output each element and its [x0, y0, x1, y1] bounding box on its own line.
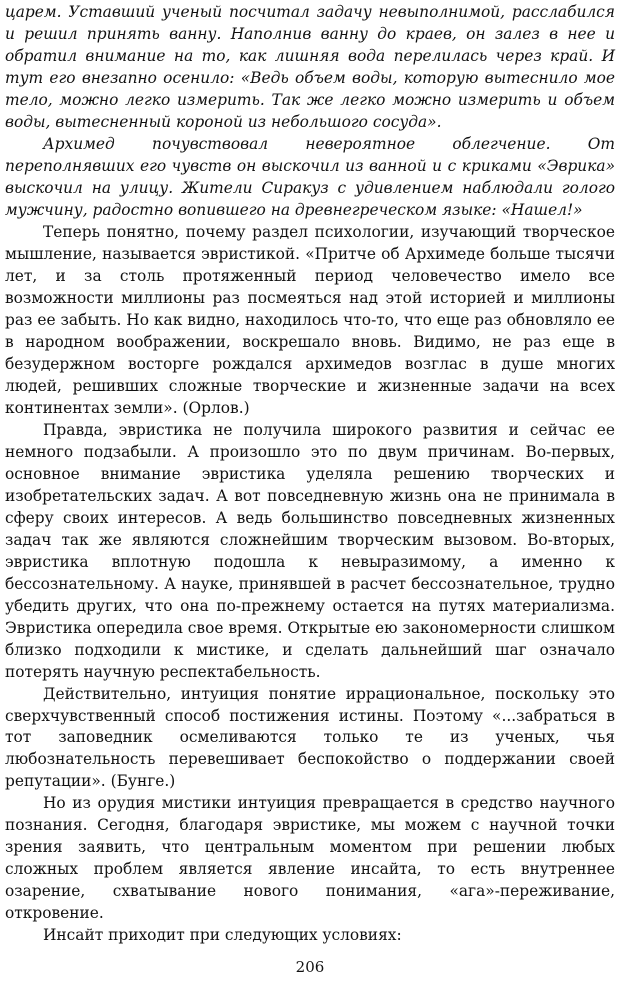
text-body	[5, 2, 615, 947]
paragraph-insight-conditions: Инсайт приходит при следующих условиях:	[43, 926, 402, 945]
paragraph-eureka: Архимед почувствовал невероятное облегчение. От переполнявших его чувств он выскочил из ванной и с криками «Эврика» выскочил на улицу. Жители Сиракуз с удивлением наблюдали голого мужчину, радостно вопившего на древнегреческом языке: «Нашел!»	[5, 134, 615, 219]
page-number: 206	[295, 958, 325, 976]
paragraph-heuristics-forgotten: Правда, эвристика не получила широкого развития и сейчас ее немного подзабыли. А произошло это по двум причинам. Во-первых, основное внимание эвристика уделяла решению творческих и изобретательских задач. А вот повседневную жизнь она не принимала в сферу своих интересов. А ведь большинство повседневных жизненных задач так же являются сложнейшим творческим вызовом. Во-вторых, эвристика вплотную подошла к невыразимому, а именно к бессознательному. А науке, принявшей в расчет бессознательное, трудно убедить других, что она по-прежнему остается на путях материализма. Эвристика опередила свое время. Открытые ею закономерности слишком близко подходили к мистике, и сделать дальнейший шаг означало потерять научную респектабельность.	[5, 420, 615, 681]
paragraph-heuristics-definition: Теперь понятно, почему раздел психологии, изучающий творческое мышление, называется эвристикой. «Притче об Архимеде больше тысячи лет, и за столь протяженный период человечество имело все возможности миллионы раз посмеяться над этой историей и миллионы раз ее забыть. Но как видно, находилось что-то, что еще раз обновляло ее в народном воображении, воскрешало вновь. Видимо, не раз еще в безудержном восторге рождался архимедов возглас в душе многих людей, решивших сложные творческие и жизненные задачи на всех континентах земли». (Орлов.)	[5, 222, 615, 417]
paragraph-archimedes-bath: царем. Уставший ученый посчитал задачу невыполнимой, расслабился и решил принять ванну. Наполнив ванну до краев, он залез в нее и обратил внимание на то, как лишняя вода перелилась через край. И тут его внезапно осенило: «Ведь объем воды, которую вытеснило мое тело, можно легко измерить. Так же легко можно измерить и объем воды, вытесненный короной из небольшого сосуда».	[5, 3, 615, 131]
paragraph-intuition-irrational: Действительно, интуиция понятие иррациональное, поскольку это сверхчувственный способ постижения истины. Поэтому «...забраться в тот заповедник осмеливаются только те из ученых, чья любознательность перевешивает беспокойство о поддержании своей репутации». (Бунге.)	[5, 684, 615, 791]
paragraph-intuition-science: Но из орудия мистики интуиция превращается в средство научного познания. Сегодня, благодаря эвристике, мы можем с научной точки зрения заявить, что центральным моментом при решении любых сложных проблем является явление инсайта, то есть внутреннее озарение, схватывание нового понимания, «ага»-переживание, откровение.	[5, 794, 615, 923]
